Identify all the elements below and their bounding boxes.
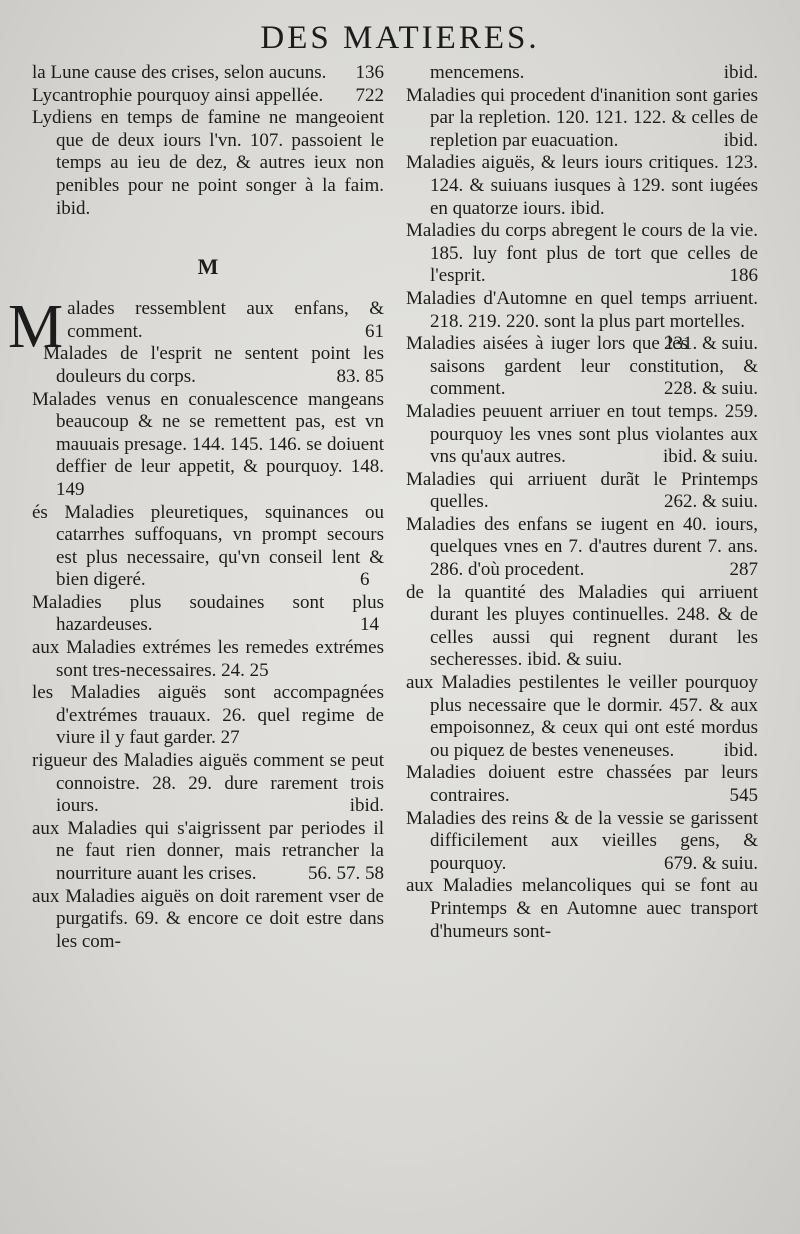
index-entry [32,886,384,954]
entry-text: Maladies d'Automne en quel temps arriuent. 218. 219. 220. sont la plus part mortelles. [406,287,758,332]
index-entry [32,343,384,388]
index-entry [406,514,758,582]
entry-text: aux Maladies pestilentes le veiller pourquoy plus necessaire que le dormir. 457. & aux empoisonnez, & ceux qui ont esté mordus ou piquez de bestes veneneuses. [406,672,758,761]
entry-text: aux Maladies aiguës on doit rarement vser de purgatifs. 69. & encore ce doit estre dans les com- [32,885,384,952]
drop-cap: M [8,293,64,362]
entry-page: 136 [355,62,384,83]
entry-text: aux Maladies qui s'aigrissent par periodes il ne faut rien donner, mais retrancher la nourriture auant les crises. [32,817,384,884]
entry-page: 56. 57. 58 [308,863,384,884]
entry-page: 186 [729,265,758,287]
entry-page: ibid. [723,62,758,83]
index-entry [406,582,758,672]
index-entry [406,808,758,876]
entry-text: rigueur des Maladies aiguës comment se peut connoistre. 28. 29. dure rarement trois iours. [32,750,384,817]
index-entry [406,469,758,514]
index-entry [406,762,758,807]
entry-text: Maladies aiguës, & leurs iours critiques. 123. 124. & suiuans iusques à 129. sont iugées en quatorze iours. ibid. [406,152,758,219]
entry-text: Maladies plus soudaines sont plus hazardeuses. [32,591,384,636]
section-letter: M [197,254,219,280]
index-entry [32,818,384,886]
left-entries-before [32,62,384,220]
entry-text: Maladies des reins & de la vessie se garissent difficilement aux vieilles gens, & pourquoy. [406,807,758,874]
entry-text: la Lune cause des crises, selon aucuns. [32,62,327,83]
index-entry [32,62,384,85]
index-entry [406,85,758,153]
entry-text: és Maladies pleuretiques, squinances ou catarrhes suffoquans, vn prompt secours est plus necessaire, qu'vn conseil lent & bien digeré. [32,501,384,591]
index-entry [406,62,758,85]
index-entry [406,220,758,288]
index-entry [406,152,758,220]
index-entry: és Maladies pleuretiques, squinances ou catarrhes suffoquans, vn prompt secours est plus necessaire, qu'vn conseil lent & bien digeré. 6 [32,501,384,591]
entry-text: Maladies qui procedent d'inanition sont garies par la repletion. 120. 121. 122. & celles de repletion par euacuation. [406,84,758,151]
entry-text: Maladies des enfans se iugent en 40. iours, quelques vnes en 7. d'autres durent 7. ans. 286. d'où procedent. [406,513,758,581]
entry-page: 545 [729,785,758,806]
right-entries [406,62,758,943]
entry-text: de la quantité des Maladies qui arriuent durant les pluyes continuelles. 248. & de celles aussi qui regnent durant les secheresses. ibid. & suiu. [406,581,758,671]
entry-text: Maladies du corps abregent le cours de la vie. 185. luy font plus de tort que celles de l'esprit. [406,220,758,287]
index-entry [32,682,384,750]
entry-text: Maladies qui arriuent durãt le Printemps quelles. [406,468,758,513]
entry-page: ibid. [723,739,758,761]
entry-page: 722 [355,84,384,106]
index-entry [406,672,758,762]
entry-page: ibid. [723,129,758,151]
entry-text: aux Maladies extrémes les remedes extrémes sont tres-necessaires. 24. 25 [32,637,384,681]
index-entry [32,85,384,108]
entry-page: 83. 85 [336,365,384,387]
index-entry [406,875,758,943]
entry-page: 262. & suiu. [664,491,758,513]
entry-page: 228. & suiu. [664,378,758,400]
entry-page: ibid. & suiu. [662,446,758,468]
index-entry [32,107,384,220]
entry-page: 287 [729,559,758,581]
entry-text: Maladies doiuent estre chassées par leurs contraires. [406,762,758,806]
entry-text: Lycantrophie pourquoy ainsi appellée. [32,84,324,106]
index-entry [406,401,758,469]
entry-page: 61 [365,320,384,342]
entry-page: 679. & suiu. [664,852,758,874]
index-entry [32,637,384,682]
entry-page: 231. & suiu. [664,333,758,355]
index-entry [406,287,758,355]
entry-text: Maladies peuuent arriuer en tout temps. 259. pourquoy les vnes sont plus violantes aux vns qu'aux autres. [406,400,758,468]
left-entries-after [32,343,384,953]
index-entry-drop-cap [8,293,384,362]
entry-text: les Maladies aiguës sont accompagnées d'extrémes trauaux. 26. quel regime de viure il y faut garder. 27 [32,682,384,749]
right-column [406,62,758,943]
index-entry: Maladies plus soudaines sont plus hazardeuses. 14 [32,591,384,636]
entry-text: Lydiens en temps de famine ne mangeoient que de deux iours l'vn. 107. passoient le temps au ieu de dez, & autres ieux non penibles pour ne point songer à la faim. ibid. [32,107,384,219]
entry-text: alades ressemblent aux enfans, & comment. [67,298,384,342]
entry-text: Maladies aisées à iuger lors que les saisons gardent leur constitution, & comment. [406,333,758,400]
entry-text: Malades venus en conualescence mangeans beaucoup & ne se remettent pas, est vn mauuais presage. 144. 145. 146. se doiuent deffier de leur appetit, & pourquoy. 148. 149 [32,388,384,500]
entry-page: ibid. [349,795,384,817]
entry-text: aux Maladies melancoliques qui se font au Printemps & en Automne auec transport d'humeurs sont- [406,875,758,942]
page-header: DES MATIERES. [260,20,540,56]
index-entry [32,750,384,818]
index-entry [32,389,384,502]
left-column [8,62,384,953]
entry-text: Malades de l'esprit ne sentent point les douleurs du corps. [43,343,384,387]
entry-text: mencemens. [430,62,525,83]
